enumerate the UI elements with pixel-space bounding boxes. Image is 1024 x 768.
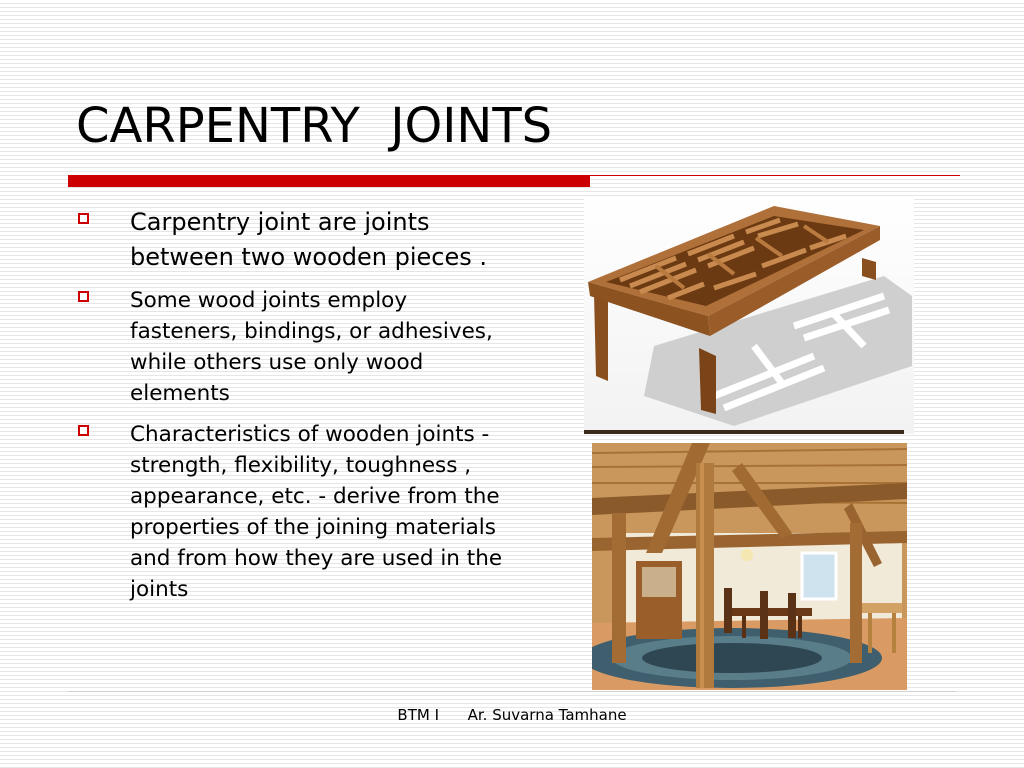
title-underline-red xyxy=(68,175,590,187)
bullet-list xyxy=(76,205,516,615)
square-bullet-icon xyxy=(78,291,89,302)
title-underline-thin xyxy=(590,175,960,176)
slide-footer xyxy=(0,706,1024,724)
footer-course: BTM I xyxy=(397,706,439,724)
timber-interior-illustration xyxy=(592,443,907,690)
square-bullet-icon xyxy=(78,425,89,436)
coffee-table-illustration xyxy=(584,196,914,434)
bullet-text: Carpentry joint are joints between two wooden pieces . xyxy=(130,208,487,271)
slide-title: CARPENTRY JOINTS xyxy=(76,98,553,154)
bullet-text: Some wood joints employ fasteners, bindings, or adhesives, while others use only wood elements xyxy=(130,288,493,406)
bullet-item xyxy=(76,205,516,275)
bullet-text: Characteristics of wooden joints - strength, flexibility, toughness , appearance, etc. - derive from the properties of the joining materials and from how they are used in the joints xyxy=(130,422,503,602)
footer-author: Ar. Suvarna Tamhane xyxy=(467,706,627,724)
bullet-item xyxy=(76,419,516,605)
footer-divider xyxy=(68,691,956,692)
coffee-table-photo xyxy=(584,196,914,434)
timber-frame-interior-photo xyxy=(592,443,907,690)
bullet-item xyxy=(76,285,516,409)
square-bullet-icon xyxy=(78,213,89,224)
